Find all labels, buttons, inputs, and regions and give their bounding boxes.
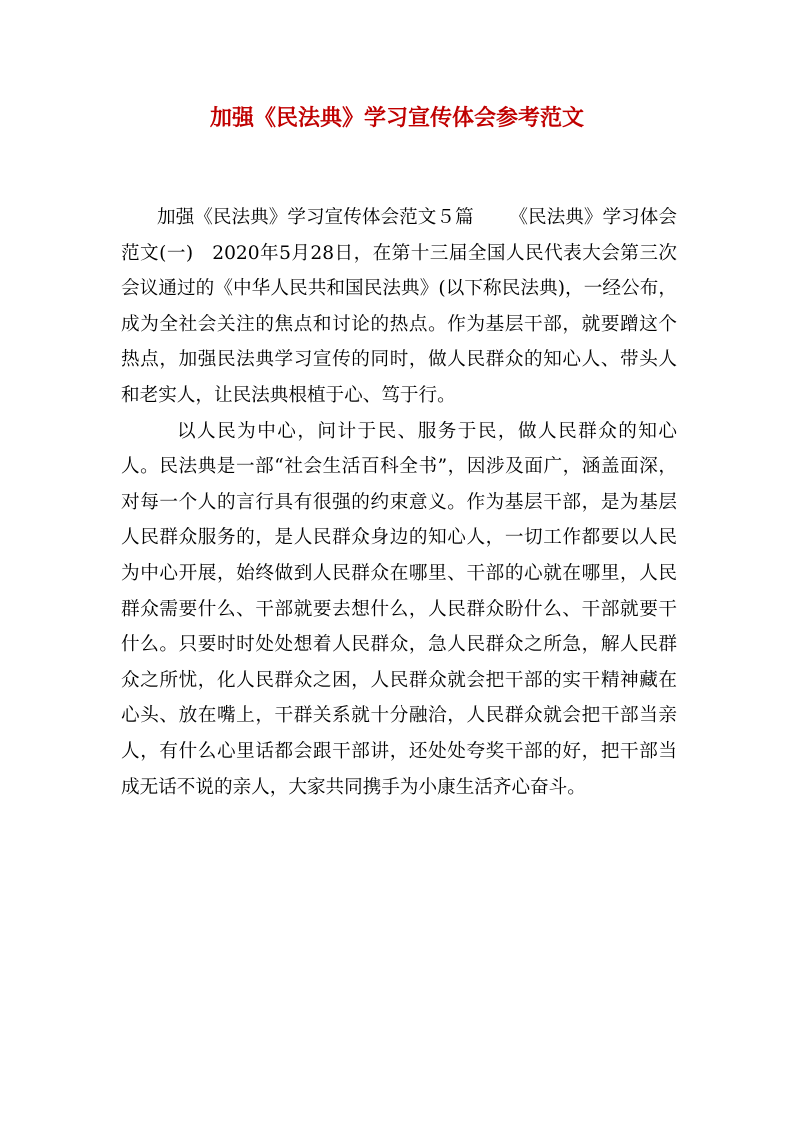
document-title: 加强《民法典》学习宣传体会参考范文 bbox=[209, 105, 584, 131]
paragraph-1-gap-2 bbox=[193, 243, 212, 264]
paragraph-1-lead: 加强《民法典》学习宣传体会范文５篇 bbox=[157, 207, 474, 228]
paragraph-1 bbox=[121, 200, 677, 414]
paragraph-1-heading: 《民法典》学习体会范文(一) bbox=[121, 207, 677, 264]
paragraph-1-gap bbox=[474, 207, 510, 228]
paragraph-2: 以人民为中心，问计于民、服务于民，做人民群众的知心人。民法典是一部“社会生活百科全书”，因涉及面广，涵盖面深，对每一个人的言行具有很强的约束意义。作为基层干部，是为基层人民群众服务的，是人民群众身边的知心人，一切工作都要以人民为中心开展，始终做到人民群众在哪里、干部的心就在哪里，人民群众需要什么、干部就要去想什么，人民群众盼什么、干部就要干什么。只要时时处处想着人民群众，急人民群众之所急，解人民群众之所忧，化人民群众之困，人民群众就会把干部的实干精神藏在心头、放在嘴上，干群关系就十分融洽，人民群众就会把干部当亲人，有什么心里话都会跟干部讲，还处处夸奖干部的好，把干部当成无话不说的亲人，大家共同携手为小康生活齐心奋斗。 bbox=[121, 420, 677, 798]
document-body bbox=[121, 200, 677, 805]
paragraph-1-text: 2020年5月28日，在第十三届全国人民代表大会第三次会议通过的《中华人民共和国民法典》(以下称民法典)，一经公布，成为全社会关注的焦点和讨论的热点。作为基层干部，就要蹭这个热点，加强民法典学习宣传的同时，做人民群众的知心人、带头人和老实人，让民法典根植于心、笃于行。 bbox=[121, 242, 677, 406]
